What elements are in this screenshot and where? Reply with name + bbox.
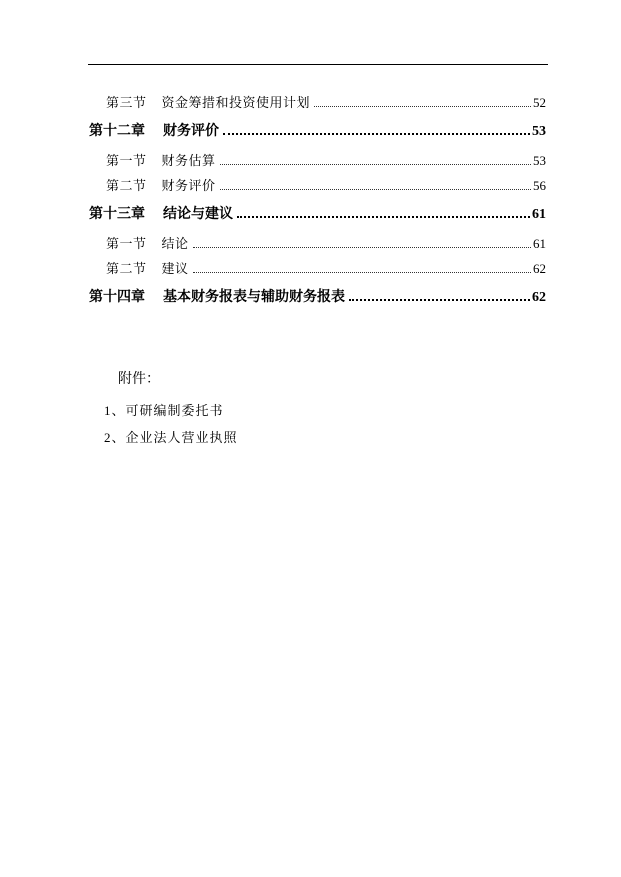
toc-entry-section: [106, 235, 546, 253]
toc-entry-chapter: [89, 206, 546, 224]
dot-leader: [193, 246, 531, 248]
appendix-heading: 附件：: [118, 372, 160, 387]
toc-entry-number: 第一节: [106, 153, 147, 168]
dot-leader: [223, 132, 530, 135]
toc-entry-page: 61: [532, 207, 546, 222]
toc-entry-section: [106, 260, 546, 278]
toc-entry-number: 第十三章: [89, 207, 145, 222]
toc-entry-chapter: [89, 123, 546, 141]
toc-entry-number: 第十四章: [89, 290, 145, 305]
toc-entry-title: 财务评价: [163, 124, 219, 139]
toc-entry-page: 53: [532, 124, 546, 139]
toc-entry-number: 第二节: [106, 178, 147, 193]
toc-entry-title: 结论: [161, 236, 189, 251]
toc-entry-section: [106, 94, 546, 112]
dot-leader: [220, 188, 531, 190]
toc-entry-section: [106, 177, 546, 195]
toc-entry-number: 第一节: [106, 236, 147, 251]
dot-leader: [220, 163, 531, 165]
dot-leader: [193, 271, 531, 273]
toc-entry-section: [106, 152, 546, 170]
toc-entry-chapter: [89, 289, 546, 307]
toc-entry-number: 第十二章: [89, 124, 145, 139]
appendix-item: 2、企业法人营业执照: [104, 430, 238, 445]
toc-entry-title: 结论与建议: [163, 207, 233, 222]
toc-entry-page: 52: [533, 95, 546, 110]
toc-entry-page: 61: [533, 236, 546, 251]
dot-leader: [237, 215, 530, 218]
toc-entry-title: 财务评价: [161, 178, 216, 193]
toc-entry-page: 62: [532, 290, 546, 305]
toc-entry-title: 资金筹措和投资使用计划: [161, 95, 311, 110]
dot-leader: [314, 105, 531, 107]
toc-entry-page: 56: [533, 178, 546, 193]
header-rule: [88, 64, 548, 65]
toc-entry-number: 第二节: [106, 261, 147, 276]
toc-entry-title: 基本财务报表与辅助财务报表: [163, 290, 345, 305]
toc-entry-page: 62: [533, 261, 546, 276]
toc-entry-title: 建议: [161, 261, 189, 276]
dot-leader: [349, 298, 530, 301]
toc-entry-page: 53: [533, 153, 546, 168]
toc-entry-title: 财务估算: [161, 153, 216, 168]
toc-entry-number: 第三节: [106, 95, 147, 110]
appendix-item: 1、可研编制委托书: [104, 403, 224, 418]
